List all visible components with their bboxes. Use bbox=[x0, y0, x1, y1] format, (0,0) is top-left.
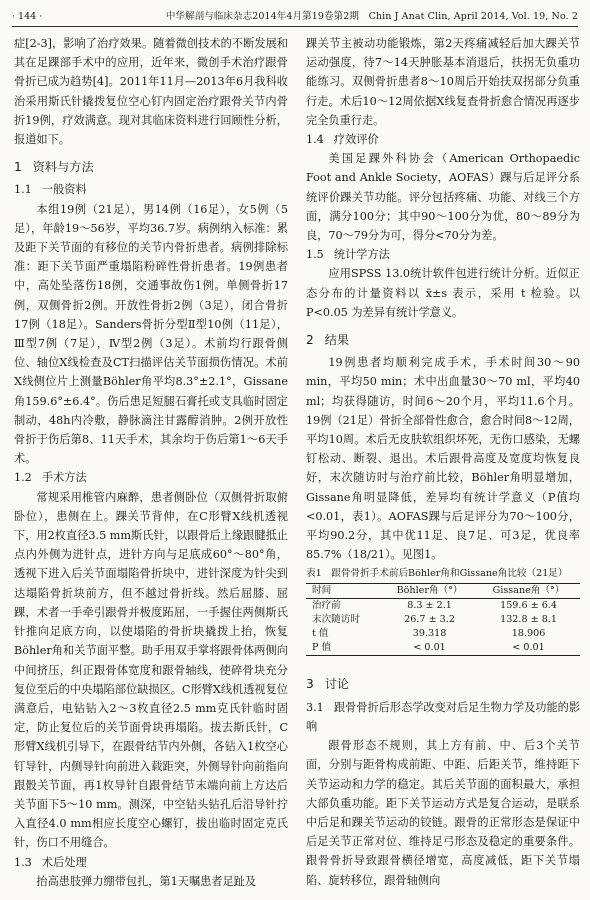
table-cell: 132.8 ± 8.1 bbox=[500, 614, 557, 626]
subsection-heading-statistics: 1.5 统计学方法 bbox=[306, 248, 390, 262]
table-cell: 159.6 ± 6.4 bbox=[500, 600, 557, 612]
table-row bbox=[306, 627, 580, 641]
surgical-method-paragraph: 常规采用椎管内麻醉，患者侧卧位（双侧骨折取俯卧位），患侧在上。踝关节背伸，在C形臂X线机透视下，用2枚直径3.5 mm斯氏针，以跟骨后上缘跟腱抵止点内外侧为进针点，进针方向与足底成60°～80°角，透视下进入后关节面塌陷骨折块中，进针深度为针尖到达塌陷骨折块前方，但不越过骨折线。然后屈膝、屈踝，术者一手牵引跟骨并极度跖屈，一手握住两侧斯氏针推向足底方向，以使塌陷的骨折块撬拨上抬，恢复Böhler角和关节面平整。助手用双手掌将跟骨体两侧向中间挤压，纠正跟骨体宽度和跟骨轴线，使碎骨块充分复位至后的中央塌陷部位缺损区。C形臂X线机透视复位满意后，电钻钻入2～3枚直径2.5 mm克氏针临时固定，防止复位后的关节面骨块再塌陷。拔去斯氏针，C形臂X线机引导下，在跟骨结节内外侧，各钻入1枚空心钉导针，内侧导针向前进入载距突，外侧导针向前指向跟骰关节面，再1枚导针自跟骨结节末端向前上方达后关节面下5～10 mm。测深，中空钻头钻孔后沿导针拧入直径4.0 mm相应长度空心螺钉，拔出临时固定克氏针，伤口不用缝合。 bbox=[14, 490, 288, 850]
table-cell: 39.318 bbox=[412, 628, 447, 640]
journal-info: 中华解剖与临床杂志2014年4月第19卷第2期 Chin J Anat Clin, April 2014, Vol. 19, No. 2 bbox=[165, 11, 578, 22]
efficacy-evaluation-paragraph: 美国足踝外科协会（American Orthopaedic Foot and Ankle Society，AOFAS）踝与后足评分系统评价踝关节功能。评分包括疼痛、功能、对线三个方面，满分100分；其中90～100分为优，80～89分为良，70～79分为可，得分<70分为差。 bbox=[306, 152, 580, 243]
table-cell: 治疗前 bbox=[312, 600, 341, 612]
right-column bbox=[306, 34, 580, 890]
table-cell: t 值 bbox=[312, 628, 329, 640]
general-data-paragraph: 本组19例（21足），男14例（16足），女5例（5足），年龄19～56岁，平均36.7岁。病例纳入标准：累及距下关节面的有移位的关节内骨折患者。病例排除标准：距下关节面严重塌陷粉碎性骨折患者。19例患者中，高处坠落伤18例，交通事故伤1例。单侧骨折17例，双侧骨折2例。开放性骨折2例（3足），闭合骨折17例（18足）。Sanders骨折分型Ⅱ型10例（11足），Ⅲ型7例（7足），Ⅳ型2例（3足）。术前均行跟骨侧位、轴位X线检查及CT扫描评估关节面损伤情况。术前X线侧位片上测量Böhler角平均8.3°±2.1°，Gissane角159.6°±6.4°。伤后患足短腿石膏托或支具临时固定制动，48h内冷敷，静脉滴注甘露醇消肿。2例开放性骨折于伤后第8、11天手术，其余均于伤后第1～6天手术。 bbox=[14, 202, 288, 466]
table-row bbox=[306, 613, 580, 627]
morphology-paragraph: 跟骨形态不规则，其上方有前、中、后3个关节面，分别与距骨构成前距、中距、后距关节，维持距下关节运动和力学的稳定。其后关节面的面积最大，承担大部负重功能。距下关节运动方式是复合运动，是联系中后足和踝关节运动的铰链。跟骨的正常形态是保证中后足关节正常对位、维持足弓形态及稳定的重要条件。跟骨骨折导致跟骨横径增宽，高度减低，距下关节塌陷、旋转移位，跟骨轴侧向 bbox=[306, 739, 580, 887]
table-caption: 表1 跟骨骨折手术前后Böhler角和Gissane角比较（21足） bbox=[306, 568, 568, 580]
table-header-cell: Böhler角（°） bbox=[396, 585, 463, 597]
left-column bbox=[14, 34, 288, 891]
table-cell: < 0.01 bbox=[413, 642, 446, 654]
section-heading-materials-methods: 1 资料与方法 bbox=[14, 160, 94, 175]
intro-paragraph: 症[2-3]，影响了治疗效果。随着微创技术的不断发展和其在足踝部手术中的应用，近年来，微创手术治疗跟骨骨折已成为趋势[4]。2011年11月—2013年6月我科收治采用斯氏针撬拨复位空心钉内固定治疗跟骨关节内骨折19例，疗效满意。现对其临床资料进行回顾性分析，报道如下。 bbox=[14, 37, 288, 147]
table-header-cell: 时间 bbox=[312, 585, 332, 597]
table-cell: 26.7 ± 3.2 bbox=[404, 614, 455, 626]
table-cell: P 值 bbox=[312, 642, 332, 654]
postop-care-continued: 踝关节主被动功能锻炼，第2天疼痛减轻后加大踝关节运动强度，待7～14天肿胀基本消退后，扶拐无负重功能练习。双侧骨折患者8～10周后开始扶双拐部分负重行走。术后10～12周依据X线复查骨折愈合情况再逐步完全负重行走。 bbox=[306, 37, 580, 127]
spacer bbox=[306, 656, 580, 666]
table-cell: < 0.01 bbox=[512, 642, 545, 654]
table-cell: 8.3 ± 2.1 bbox=[407, 600, 452, 612]
table-header-cell: Gissane角（°） bbox=[492, 585, 565, 597]
section-heading-discussion: 3 讨论 bbox=[306, 677, 350, 692]
subsection-heading-surgical-method: 1.2 手术方法 bbox=[14, 471, 87, 485]
table-cell: 末次随访时 bbox=[312, 614, 360, 626]
section-heading-results: 2 结果 bbox=[306, 333, 350, 348]
results-paragraph: 19例患者均顺利完成手术，手术时间30～90 min，平均50 min；术中出血量30～70 ml，平均40 ml；均获得随访，时间6～20个月，平均11.6个月。19例（21足）骨折全部骨性愈合，愈合时间8～12周，平均10周。术后无皮肤软组织坏死，无伤口感染，无螺钉松动、断裂、退出。术后跟骨高度及宽度均恢复良好，末次随访时与治疗前比较，Böhler角明显增加，Gissane角明显降低，差异均有统计学意义（P值均<0.01，表1）。AOFAS踝与后足评分为70～100分，平均90.2分，其中优11足、良7足、可3足，优良率85.7%（18/21）。见图1。 bbox=[306, 356, 580, 562]
table-header-row bbox=[306, 584, 580, 599]
statistics-paragraph: 应用SPSS 13.0统计软件包进行统计分析。近似正态分布的计量资料以 x̄±s 表示，采用 t 检验。以 P<0.05 为差异有统计学意义。 bbox=[306, 267, 580, 319]
postop-care-paragraph: 抬高患肢弹力绷带包扎，第1天嘱患者足趾及 bbox=[36, 874, 257, 888]
running-header bbox=[12, 8, 578, 27]
subsection-heading-postop-care: 1.3 术后处理 bbox=[14, 855, 87, 869]
table-row bbox=[306, 599, 580, 614]
subsection-heading-efficacy-evaluation: 1.4 疗效评价 bbox=[306, 133, 379, 147]
subsection-heading-general-data: 1.1 一般资料 bbox=[14, 183, 87, 197]
table-cell: 18.906 bbox=[511, 628, 546, 640]
page-number: · 144 · bbox=[12, 11, 43, 22]
results-table bbox=[306, 583, 580, 656]
table-row bbox=[306, 641, 580, 656]
subsection-heading-morphology: 3.1 跟骨骨折后形态学改变对后足生物力学及功能的影响 bbox=[306, 700, 581, 733]
